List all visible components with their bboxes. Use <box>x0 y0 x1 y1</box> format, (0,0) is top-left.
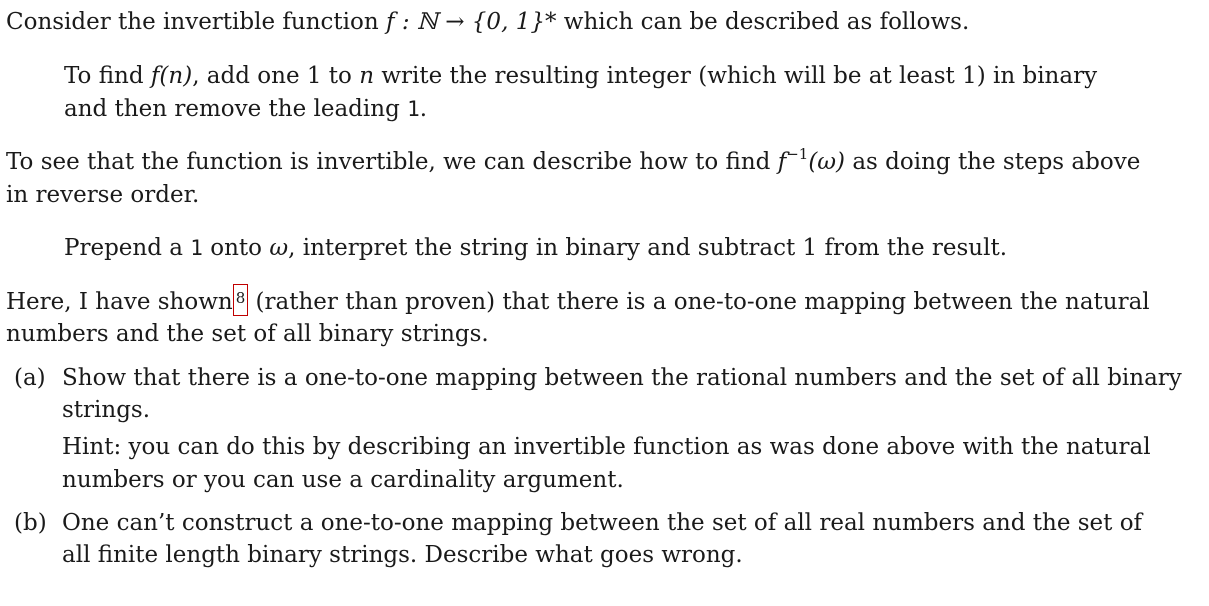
intro-text: Consider the invertible function <box>6 9 386 35</box>
item-b-text: One can’t construct a one-to-one mapping between the set of all real numbers and the set of <box>62 510 1143 536</box>
item-b-label: (b) <box>14 510 47 536</box>
item-a-hint-line2 <box>62 464 624 496</box>
p2-line1 <box>6 146 1172 178</box>
quote2-text: , interpret the string in binary and subtract 1 from the result. <box>288 235 1008 261</box>
intro-line <box>6 6 969 38</box>
quote2-text: Prepend a <box>64 235 191 261</box>
quote1-text: write the resulting integer (which will be at least 1) in binary <box>374 63 1098 89</box>
p3-text: numbers and the set of all binary strings. <box>6 321 489 347</box>
p3-line1 <box>6 286 1172 318</box>
math-fn: f(n) <box>150 63 193 89</box>
item-a-hint-line1 <box>62 431 1151 463</box>
quote2-line <box>64 232 1007 264</box>
intro-tail: which can be described as follows. <box>556 9 970 35</box>
footnote-number[interactable]: 8 <box>235 289 246 307</box>
item-a-line1 <box>62 362 1182 394</box>
superscript: −1 <box>786 145 809 163</box>
p3-text: (rather than proven) that there is a one-to-one mapping between the natural <box>248 289 1150 315</box>
quote1-text: , add one 1 to <box>192 63 360 89</box>
math-fn: f <box>777 149 787 175</box>
math-arg: (ω) <box>808 149 846 175</box>
p2-line2 <box>6 179 199 211</box>
item-a-hint: numbers or you can use a cardinality argument. <box>62 467 624 493</box>
quote2-text: onto <box>202 235 270 261</box>
p2-text: as doing the steps above <box>845 149 1141 175</box>
math-omega: ω <box>269 235 289 261</box>
mono-digit: 1 <box>190 236 203 260</box>
period: . <box>419 96 428 122</box>
item-b-line2 <box>62 539 743 571</box>
item-a-label: (a) <box>14 365 46 391</box>
item-a-text: strings. <box>62 397 151 423</box>
quote1-line2 <box>64 93 427 125</box>
quote1-line1 <box>64 60 1110 92</box>
p3-line2 <box>6 318 489 350</box>
math-var: n <box>359 63 375 89</box>
item-b-text: all finite length binary strings. Describe what goes wrong. <box>62 542 743 568</box>
quote1-text: To find <box>64 63 151 89</box>
footnote-link[interactable] <box>233 284 249 316</box>
mono-digit: 1 <box>407 97 420 121</box>
item-b-line1 <box>62 507 1142 539</box>
item-a-line2 <box>62 394 150 426</box>
p2-text: in reverse order. <box>6 182 200 208</box>
p2-text: To see that the function is invertible, we can describe how to find <box>6 149 778 175</box>
item-a-text: Show that there is a one-to-one mapping between the rational numbers and the set of all binary <box>62 365 1182 391</box>
function-signature: f : ℕ → {0, 1}* <box>386 9 557 35</box>
item-a-hint: Hint: you can do this by describing an invertible function as was done above with the natural <box>62 434 1151 460</box>
p3-text: Here, I have shown <box>6 289 233 315</box>
quote1-text: and then remove the leading <box>64 96 408 122</box>
